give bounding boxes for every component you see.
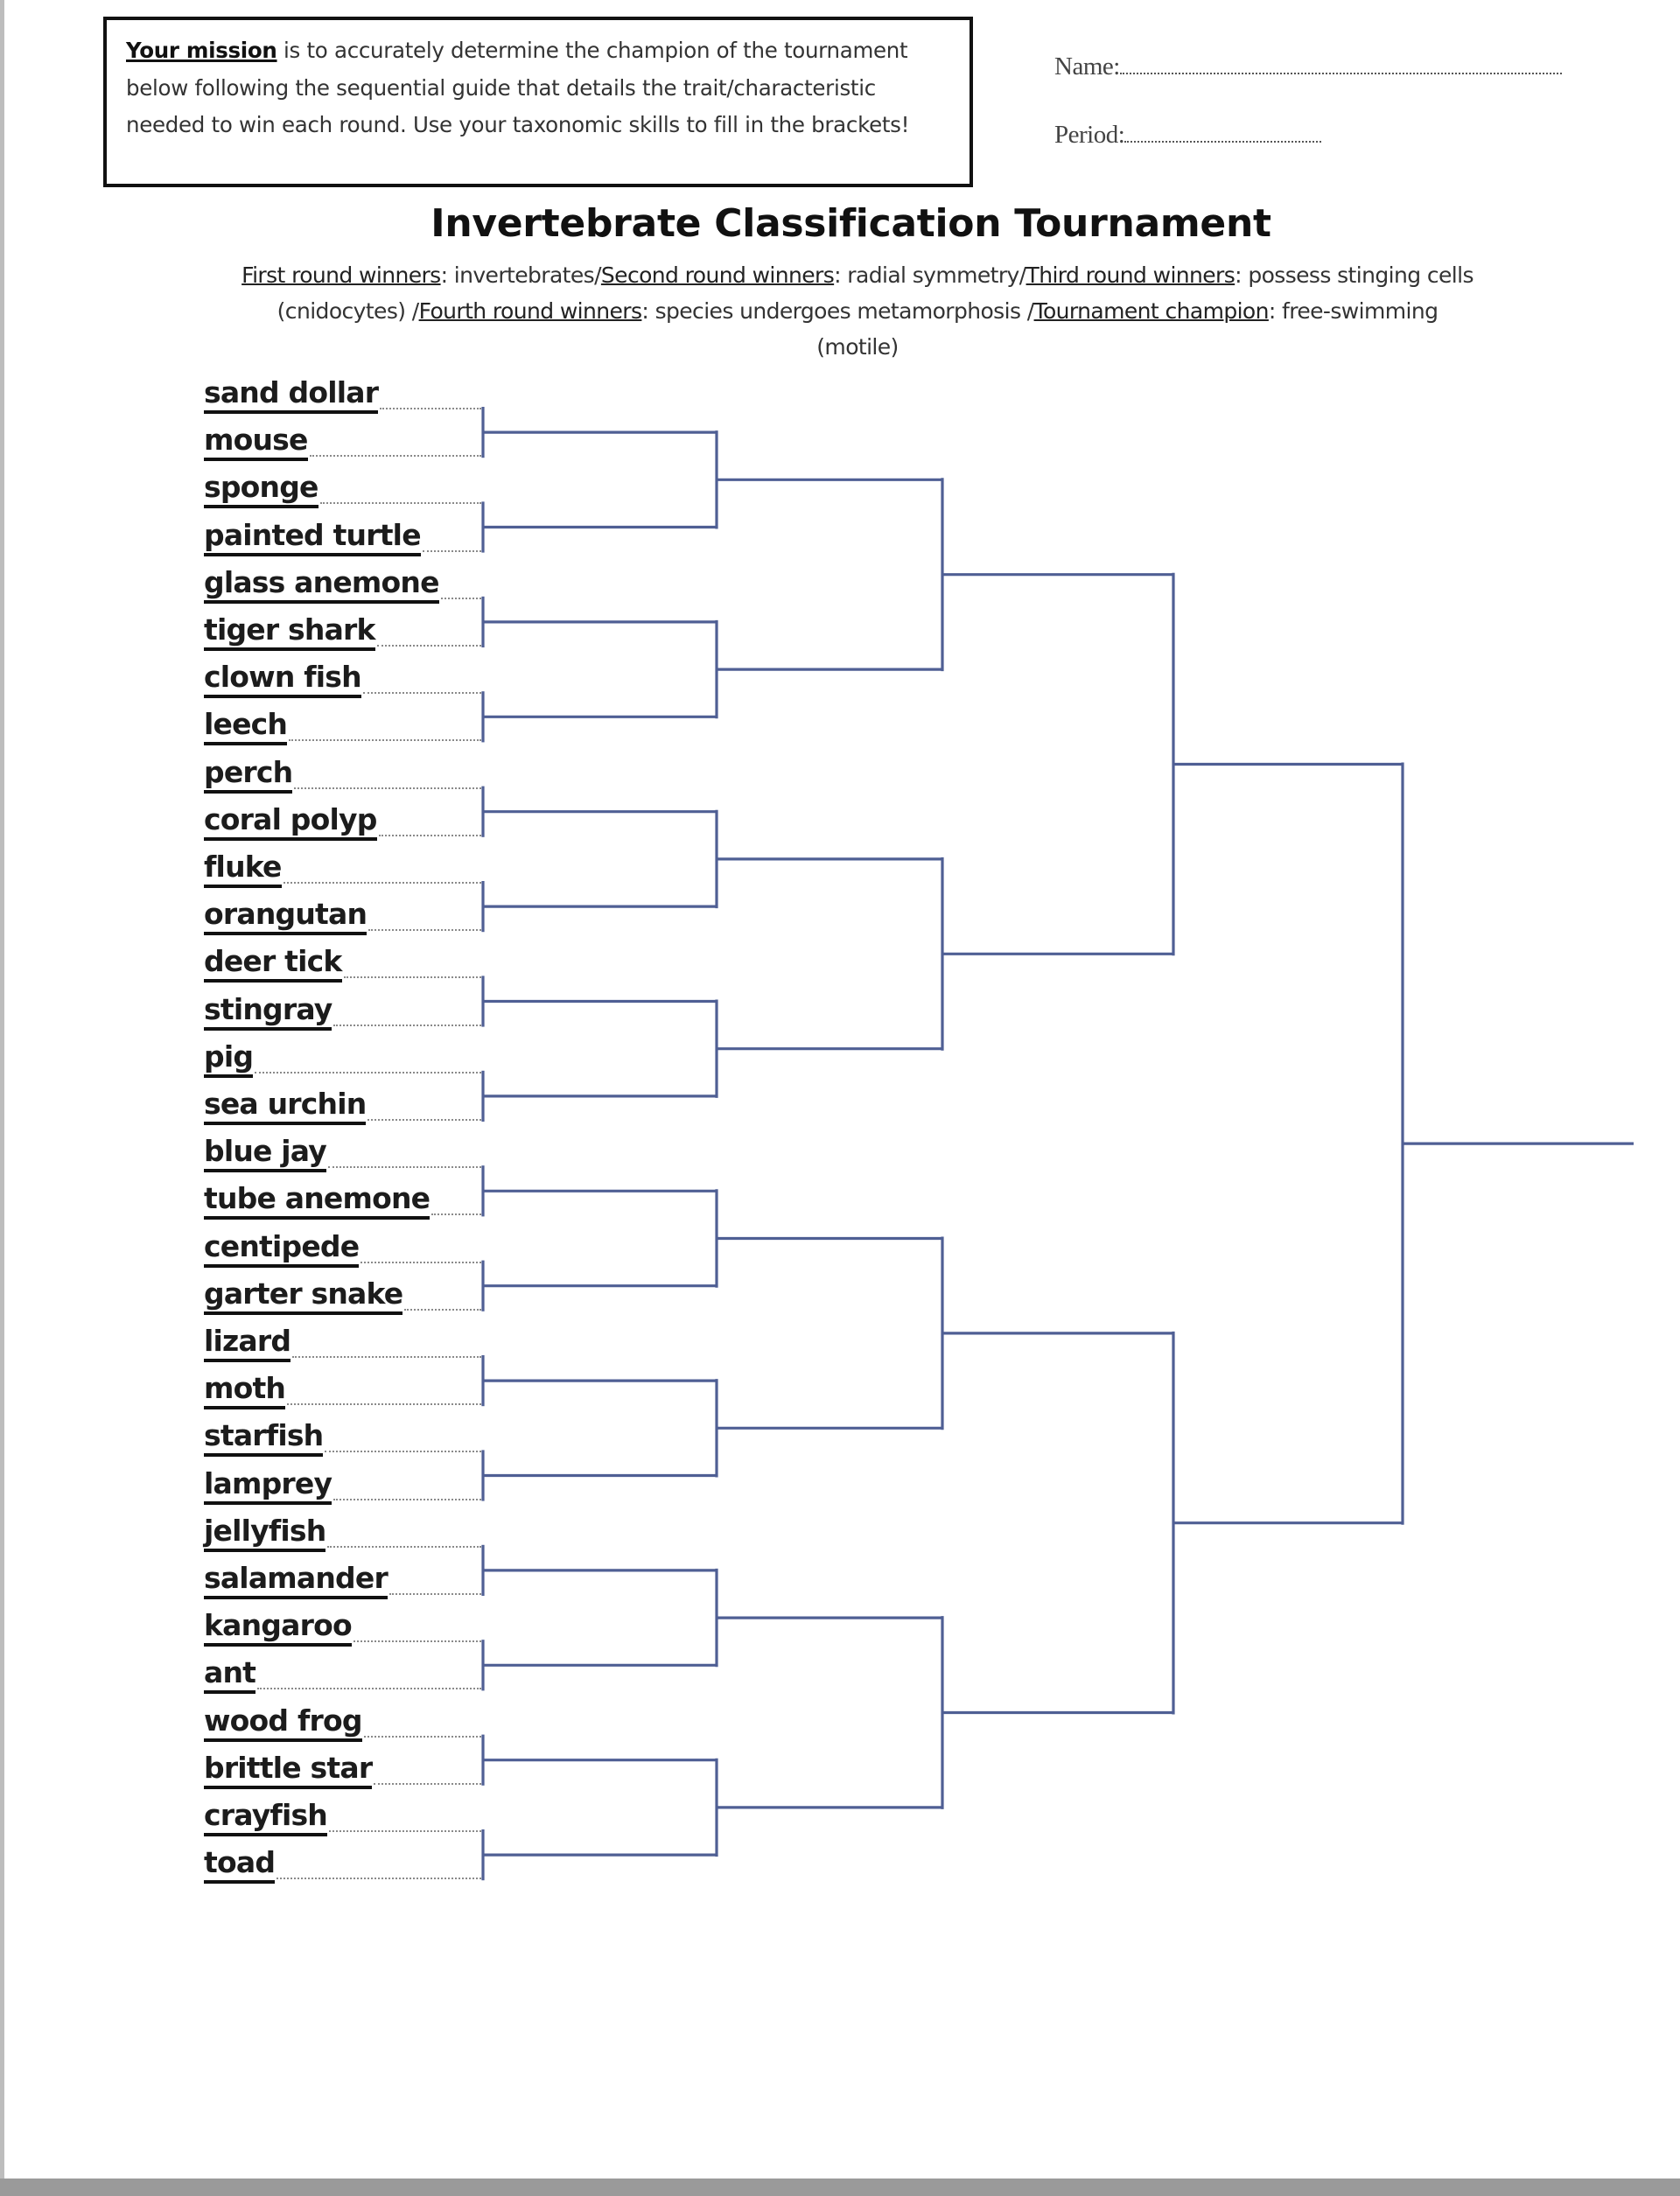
competitor-slot[interactable] <box>204 1845 275 1880</box>
competitor-slot[interactable] <box>204 1229 359 1264</box>
competitor-dotted-line <box>257 1688 481 1689</box>
round-4-winner-slot[interactable] <box>948 1318 1168 1332</box>
competitor-name: brittle star <box>204 1751 372 1789</box>
competitor-name: lizard <box>204 1324 290 1362</box>
competitor-name: sea urchin <box>204 1087 366 1125</box>
competitor-dotted-line <box>255 1072 481 1074</box>
competitor-slot[interactable] <box>204 518 421 553</box>
competitor-name: leech <box>204 707 287 745</box>
competitor-name: clown fish <box>204 660 361 698</box>
competitor-dotted-line <box>423 550 481 552</box>
competitor-slot[interactable] <box>204 1798 327 1833</box>
competitor-slot[interactable] <box>204 1276 402 1311</box>
round-5-winner-slot[interactable] <box>1179 749 1397 763</box>
competitor-dotted-line <box>276 1878 481 1879</box>
competitor-dotted-line <box>320 502 481 504</box>
competitor-dotted-line <box>344 976 481 978</box>
competitor-name: starfish <box>204 1418 323 1457</box>
competitor-name: fluke <box>204 850 282 888</box>
round-2-winner-slot[interactable] <box>488 1270 711 1284</box>
competitor-slot[interactable] <box>204 1608 352 1643</box>
competitor-dotted-line <box>354 1640 481 1642</box>
round-3-winner-slot[interactable] <box>722 464 937 478</box>
competitor-name: salamander <box>204 1561 388 1599</box>
rule-text-champion: : free-swimming (motile) <box>816 298 1438 360</box>
competitor-name: glass anemone <box>204 565 439 604</box>
mission-lead: Your mission <box>126 38 277 63</box>
competitor-slot[interactable] <box>204 897 367 932</box>
round-3-winner-slot[interactable] <box>722 843 937 857</box>
competitor-name: jellyfish <box>204 1514 326 1552</box>
competitor-dotted-line <box>380 408 481 409</box>
period-label: Period: <box>1054 121 1125 149</box>
competitor-slot[interactable] <box>204 375 378 410</box>
competitor-dotted-line <box>368 1119 481 1121</box>
rule-label-champion: Tournament champion <box>1033 298 1269 324</box>
round-2-winner-slot[interactable] <box>488 512 711 526</box>
rule-text-round-1: : invertebrates/ <box>440 262 601 288</box>
competitor-slot[interactable] <box>204 992 332 1027</box>
competitor-name: garter snake <box>204 1276 402 1315</box>
rule-label-round-2: Second round winners <box>600 262 835 288</box>
name-field[interactable] <box>1054 52 1562 81</box>
mission-box <box>103 17 973 187</box>
competitor-dotted-line <box>364 1736 481 1738</box>
competitor-dotted-line <box>404 1309 481 1311</box>
competitor-slot[interactable] <box>204 802 377 837</box>
competitor-dotted-line <box>363 692 481 694</box>
round-2-winner-slot[interactable] <box>488 1839 711 1853</box>
competitor-slot[interactable] <box>204 1324 290 1359</box>
competitor-name: tiger shark <box>204 612 375 651</box>
competitor-slot[interactable] <box>204 755 292 790</box>
round-2-winner-slot[interactable] <box>488 986 711 1000</box>
competitor-dotted-line <box>284 882 481 884</box>
competitor-name: pig <box>204 1039 253 1078</box>
competitor-dotted-line <box>360 1262 481 1263</box>
round-2-winner-slot[interactable] <box>488 1555 711 1569</box>
round-3-winner-slot[interactable] <box>722 1792 937 1806</box>
name-label: Name: <box>1054 52 1120 80</box>
competitor-dotted-line <box>287 1403 481 1405</box>
round-3-winner-slot[interactable] <box>722 654 937 668</box>
competitor-dotted-line <box>333 1499 481 1500</box>
rule-text-round-2: : radial symmetry/ <box>834 262 1026 288</box>
competitor-name: kangaroo <box>204 1608 352 1647</box>
rule-text-round-3: : possess stinging cells (cnidocytes) / <box>276 262 1474 324</box>
competitor-name: lamprey <box>204 1466 332 1505</box>
name-input-line[interactable] <box>1120 71 1562 74</box>
competitor-name: coral polyp <box>204 802 377 841</box>
round-2-winner-slot[interactable] <box>488 891 711 905</box>
round-2-winner-slot[interactable] <box>488 606 711 620</box>
round-4-winner-slot[interactable] <box>948 1697 1168 1711</box>
round-2-winner-slot[interactable] <box>488 1081 711 1095</box>
competitor-name: toad <box>204 1845 275 1884</box>
competitor-name: wood frog <box>204 1703 362 1742</box>
competitor-dotted-line <box>368 929 481 931</box>
round-2-winner-slot[interactable] <box>488 796 711 810</box>
competitor-slot[interactable] <box>204 1181 430 1216</box>
round-rules <box>236 257 1479 365</box>
competitor-slot[interactable] <box>204 1371 285 1406</box>
competitor-slot[interactable] <box>204 1751 372 1786</box>
competitor-dotted-line <box>294 787 481 789</box>
competitor-name: moth <box>204 1371 285 1409</box>
competitor-slot[interactable] <box>204 1418 323 1453</box>
competitor-slot[interactable] <box>204 944 342 979</box>
competitor-slot[interactable] <box>204 423 308 458</box>
round-2-winner-slot[interactable] <box>488 1460 711 1474</box>
competitor-dotted-line <box>325 1451 481 1452</box>
competitor-slot[interactable] <box>204 1134 326 1169</box>
competitor-dotted-line <box>310 455 481 457</box>
competitor-name: painted turtle <box>204 518 421 556</box>
page-left-edge <box>0 0 4 2179</box>
competitor-name: stingray <box>204 992 332 1031</box>
competitor-dotted-line <box>379 835 481 836</box>
round-2-winner-slot[interactable] <box>488 1365 711 1379</box>
competitor-slot[interactable] <box>204 1466 332 1501</box>
competitor-slot[interactable] <box>204 1514 326 1549</box>
competitor-dotted-line <box>374 1783 481 1785</box>
round-3-winner-slot[interactable] <box>722 1033 937 1047</box>
period-field[interactable] <box>1054 121 1321 150</box>
round-3-winner-slot[interactable] <box>722 1223 937 1237</box>
competitor-name: crayfish <box>204 1798 327 1836</box>
mission-text: is to accurately determine the champion of the tournament below following the sequential guide that details the trait/characteristic needed to win each round. Use your taxonomic skills to fill in the brackets! <box>126 38 910 137</box>
competitor-dotted-line <box>441 598 481 599</box>
competitor-dotted-line <box>377 645 481 647</box>
rule-label-round-3: Third round winners <box>1026 262 1236 288</box>
rule-text-round-4: : species undergoes metamorphosis / <box>641 298 1034 324</box>
competitor-dotted-line <box>327 1546 481 1548</box>
competitor-name: sand dollar <box>204 375 378 414</box>
round-4-winner-slot[interactable] <box>948 559 1168 573</box>
competitor-slot[interactable] <box>204 850 282 885</box>
competitor-name: deer tick <box>204 944 342 983</box>
rule-label-round-4: Fourth round winners <box>418 298 642 324</box>
period-input-line[interactable] <box>1124 139 1321 143</box>
competitor-name: centipede <box>204 1229 359 1268</box>
round-2-winner-slot[interactable] <box>488 1175 711 1189</box>
competitor-name: mouse <box>204 423 308 461</box>
round-3-winner-slot[interactable] <box>722 1412 937 1426</box>
competitor-dotted-line <box>333 1025 481 1026</box>
competitor-dotted-line <box>289 739 481 741</box>
competitor-slot[interactable] <box>204 1655 256 1690</box>
competitor-name: ant <box>204 1655 256 1694</box>
competitor-dotted-line <box>328 1166 481 1168</box>
competitor-slot[interactable] <box>204 612 375 647</box>
competitor-slot[interactable] <box>204 1087 366 1122</box>
rule-label-round-1: First round winners <box>242 262 441 288</box>
competitor-slot[interactable] <box>204 707 287 742</box>
competitor-dotted-line <box>431 1213 481 1215</box>
page-bottom-edge <box>0 2179 1680 2196</box>
competitor-name: perch <box>204 755 292 794</box>
competitor-slot[interactable] <box>204 565 439 600</box>
competitor-dotted-line <box>292 1356 481 1358</box>
round-5-winner-slot[interactable] <box>1179 1507 1397 1521</box>
round-2-winner-slot[interactable] <box>488 416 711 430</box>
competitor-name: tube anemone <box>204 1181 430 1220</box>
competitor-dotted-line <box>329 1830 481 1832</box>
competitor-name: sponge <box>204 470 318 508</box>
competitor-slot[interactable] <box>204 1039 253 1074</box>
page-title: Invertebrate Classification Tournament <box>430 201 1271 246</box>
round-2-winner-slot[interactable] <box>488 701 711 715</box>
competitor-slot[interactable] <box>204 470 318 505</box>
competitor-dotted-line <box>389 1593 481 1595</box>
competitor-slot[interactable] <box>204 660 361 695</box>
competitor-name: blue jay <box>204 1134 326 1172</box>
round-3-winner-slot[interactable] <box>722 1602 937 1616</box>
competitor-name: orangutan <box>204 897 367 935</box>
champion-slot[interactable] <box>1408 1128 1628 1142</box>
round-2-winner-slot[interactable] <box>488 1745 711 1759</box>
round-4-winner-slot[interactable] <box>948 938 1168 952</box>
round-2-winner-slot[interactable] <box>488 1649 711 1663</box>
competitor-slot[interactable] <box>204 1561 388 1596</box>
competitor-slot[interactable] <box>204 1703 362 1738</box>
